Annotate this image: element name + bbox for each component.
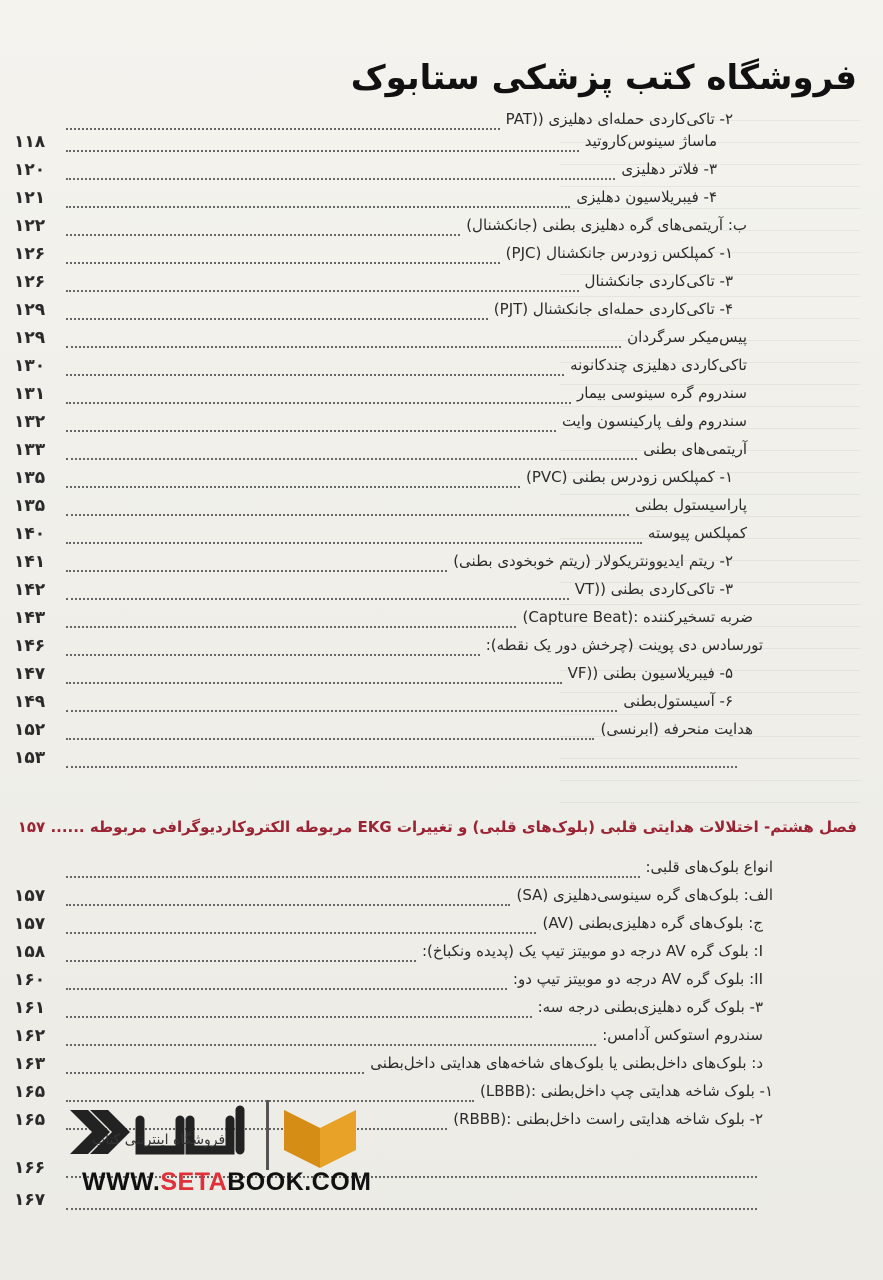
toc-entry bbox=[0, 132, 883, 162]
toc-entry bbox=[0, 468, 883, 498]
leader-dots bbox=[66, 402, 571, 404]
toc-page-number: ۱۳۰ bbox=[14, 356, 46, 376]
toc-entry-label: ۱- کمپلکس زودرس بطنی (PVC) bbox=[526, 468, 733, 486]
toc-entry-label: II: بلوک گره AV درجه دو موبیتز تیپ دو: bbox=[512, 970, 763, 988]
toc-page-number: ۱۶۱ bbox=[14, 998, 46, 1018]
toc-entry-label: ۲- بلوک شاخه هدایتی راست داخل‌بطنی :(RBBB) bbox=[453, 1110, 763, 1128]
toc-page-number: ۱۲۰ bbox=[14, 160, 46, 180]
leader-dots bbox=[66, 542, 642, 544]
toc-page-number: ۱۴۷ bbox=[14, 664, 46, 684]
toc-page-number: ۱۳۲ bbox=[14, 412, 46, 432]
toc-entry bbox=[0, 496, 883, 526]
toc-page-number: ۱۳۵ bbox=[14, 468, 46, 488]
leader-dots bbox=[66, 374, 564, 376]
toc-page-number: ۱۳۳ bbox=[14, 440, 46, 460]
leader-dots bbox=[66, 710, 617, 712]
leader-dots bbox=[66, 766, 737, 768]
toc-entry bbox=[0, 608, 883, 638]
toc-entry bbox=[0, 580, 883, 610]
toc-entry-label: انواع بلوک‌های قلبی: bbox=[645, 858, 773, 876]
leader-dots bbox=[66, 262, 500, 264]
leader-dots bbox=[66, 1016, 532, 1018]
leader-dots bbox=[66, 738, 594, 740]
toc-entry-label: سندروم ولف پارکینسون وایت bbox=[561, 412, 747, 430]
toc-entry-label: I: بلوک گره AV درجه دو موبیتز تیپ یک (پدیده ونکباخ): bbox=[421, 942, 763, 960]
toc-entry-label: ۳- تاکی‌کاردی جانکشنال bbox=[584, 272, 733, 290]
toc-page-number: ۱۶۷ bbox=[14, 1190, 46, 1210]
leader-dots bbox=[66, 1044, 596, 1046]
toc-entry bbox=[0, 188, 883, 218]
toc-entry bbox=[0, 160, 883, 190]
toc-entry-label: ج: بلوک‌های گره دهلیزی‌بطنی (AV) bbox=[542, 914, 763, 932]
toc-page-number: ۱۴۶ bbox=[14, 636, 46, 656]
toc-entry bbox=[0, 216, 883, 246]
toc-page-number: ۱۲۶ bbox=[14, 272, 46, 292]
toc-entry-label: ضربه تسخیرکننده :(Capture Beat) bbox=[522, 608, 753, 626]
toc-entry bbox=[0, 440, 883, 470]
toc-page-number: ۱۴۲ bbox=[14, 580, 46, 600]
toc-entry bbox=[0, 748, 883, 778]
leader-dots bbox=[66, 346, 621, 348]
toc-entry bbox=[0, 886, 883, 916]
toc-page-number: ۱۲۱ bbox=[14, 188, 46, 208]
toc-entry-label: کمپلکس پیوسته bbox=[647, 524, 747, 542]
toc-entry bbox=[0, 636, 883, 666]
toc-entry-label: الف: بلوک‌های گره سینوسی‌دهلیزی (SA) bbox=[516, 886, 773, 904]
toc-entry-label: پاراسیستول بطنی bbox=[634, 496, 747, 514]
toc-page-number: ۱۳۵ bbox=[14, 496, 46, 516]
leader-dots bbox=[66, 1072, 364, 1074]
leader-dots bbox=[66, 932, 536, 934]
toc-entry-label: ۳- فلاتر دهلیزی bbox=[621, 160, 717, 178]
toc-page-number: ۱۶۳ bbox=[14, 1054, 46, 1074]
toc-entry bbox=[0, 664, 883, 694]
toc-page-number: ۱۴۹ bbox=[14, 692, 46, 712]
watermark-url: WWW.SETABOOK.COM bbox=[82, 1168, 372, 1196]
leader-dots bbox=[66, 178, 615, 180]
toc-entry-label: پیس‌میکر سرگردان bbox=[627, 328, 747, 346]
toc-page-number: ۱۴۱ bbox=[14, 552, 46, 572]
toc-entry-label: هدایت منحرفه (ابرنسی) bbox=[600, 720, 753, 738]
toc-entry-label: ۳- بلوک گره دهلیزی‌بطنی درجه سه: bbox=[537, 998, 763, 1016]
leader-dots bbox=[66, 904, 510, 906]
toc-entry bbox=[0, 384, 883, 414]
toc-page-number: ۱۶۲ bbox=[14, 1026, 46, 1046]
leader-dots bbox=[66, 150, 579, 152]
toc-entry-label: سندروم گره سینوسی بیمار bbox=[577, 384, 747, 402]
toc-page-number: ۱۵۲ bbox=[14, 720, 46, 740]
toc-entry-label: ب: آریتمی‌های گره دهلیزی بطنی (جانکشنال) bbox=[466, 216, 747, 234]
leader-dots bbox=[66, 960, 416, 962]
leader-dots bbox=[66, 458, 637, 460]
toc-page-number: ۱۵۷ bbox=[14, 914, 46, 934]
toc-entry bbox=[0, 970, 883, 1000]
toc-entry-label: سندروم استوکس آدامس: bbox=[602, 1026, 763, 1044]
toc-page-number: ۱۶۵ bbox=[14, 1110, 46, 1130]
toc-entry-label: ۴- تاکی‌کاردی حمله‌ای جانکشنال (PJT) bbox=[493, 300, 733, 318]
toc-entry bbox=[0, 412, 883, 442]
toc-entry bbox=[0, 356, 883, 386]
toc-page-number: ۱۵۷ bbox=[14, 886, 46, 906]
toc-entry-label: ۱- بلوک شاخه هدایتی چپ داخل‌بطنی :(LBBB) bbox=[480, 1082, 773, 1100]
toc-page-number: ۱۶۶ bbox=[14, 1158, 46, 1178]
toc-entry bbox=[0, 692, 883, 722]
toc-page-number: ۱۴۰ bbox=[14, 524, 46, 544]
leader-dots bbox=[66, 234, 460, 236]
toc-entry bbox=[0, 1026, 883, 1056]
toc-entry-label: ۶- آسیستول‌بطنی bbox=[623, 692, 733, 710]
toc-entry-label: تاکی‌کاردی دهلیزی چندکانونه bbox=[570, 356, 747, 374]
leader-dots bbox=[66, 682, 562, 684]
logo-box-icon bbox=[284, 1110, 356, 1168]
toc-entry-label: ماساژ سینوس‌کاروتید bbox=[584, 132, 717, 150]
leader-dots bbox=[66, 486, 520, 488]
leader-dots bbox=[66, 570, 447, 572]
toc-entry bbox=[0, 272, 883, 302]
toc-entry-label: آریتمی‌های بطنی bbox=[643, 440, 747, 458]
toc-entry bbox=[0, 328, 883, 358]
leader-dots bbox=[66, 598, 569, 600]
toc-entry bbox=[0, 858, 883, 888]
leader-dots bbox=[66, 514, 629, 516]
toc-page-number: ۱۲۹ bbox=[14, 328, 46, 348]
toc-entry bbox=[0, 552, 883, 582]
toc-entry-label: ۴- فیبریلاسیون دهلیزی bbox=[576, 188, 717, 206]
toc-page-number: ۱۲۶ bbox=[14, 244, 46, 264]
toc-entry-label: ۵- فیبریلاسیون بطنی ((VF bbox=[567, 664, 733, 682]
toc-page-number: ۱۶۵ bbox=[14, 1082, 46, 1102]
toc-entry-label: تورسادس دی پوینت (چرخش دور یک نقطه): bbox=[485, 636, 763, 654]
toc-page-number: ۱۴۳ bbox=[14, 608, 46, 628]
leader-dots bbox=[66, 318, 488, 320]
toc-entry-label: ۳- تاکی‌کاردی بطنی ((VT bbox=[574, 580, 733, 598]
toc-page-number: ۱۶۰ bbox=[14, 970, 46, 990]
toc-entry bbox=[0, 300, 883, 330]
setabook-logo bbox=[70, 1080, 410, 1220]
toc-entry bbox=[0, 524, 883, 554]
toc-page-number: ۱۵۳ bbox=[14, 748, 46, 768]
toc-entry-label: ۲- ریتم ایدیوونتریکولار (ریتم خوبخودی بطنی) bbox=[453, 552, 733, 570]
leader-dots bbox=[66, 988, 507, 990]
leader-dots bbox=[66, 206, 570, 208]
watermark-tagline: فروشگاه اینترنتی کتاب bbox=[92, 1132, 226, 1148]
toc-entry bbox=[0, 244, 883, 274]
leader-dots bbox=[66, 430, 556, 432]
store-title: فروشگاه کتب پزشکی ستابوک bbox=[350, 58, 857, 98]
leader-dots bbox=[66, 128, 500, 130]
chapter-heading: فصل هشتم- اختلالات هدایتی قلبی (بلوک‌های قلبی) و تغییرات EKG مربوطه الکتروکاردیوگرافی مربوطه ...... ۱۵۷ bbox=[17, 818, 857, 836]
toc-page-number: ۱۵۸ bbox=[14, 942, 46, 962]
toc-entry bbox=[0, 720, 883, 750]
leader-dots bbox=[66, 876, 640, 878]
leader-dots bbox=[66, 626, 516, 628]
toc-entry bbox=[0, 942, 883, 972]
leader-dots bbox=[66, 654, 480, 656]
toc-entry-label: د: بلوک‌های داخل‌بطنی یا بلوک‌های شاخه‌های هدایتی داخل‌بطنی bbox=[370, 1054, 763, 1072]
toc-page-number: ۱۳۱ bbox=[14, 384, 46, 404]
toc-entry-label: ۱- کمپلکس زودرس جانکشنال (PJC) bbox=[505, 244, 733, 262]
toc-page-number: ۱۱۸ bbox=[14, 132, 46, 152]
toc-page-number: ۱۲۹ bbox=[14, 300, 46, 320]
toc-entry bbox=[0, 998, 883, 1028]
logo-divider bbox=[266, 1100, 269, 1170]
toc-page-number: ۱۲۲ bbox=[14, 216, 46, 236]
leader-dots bbox=[66, 290, 579, 292]
toc-entry bbox=[0, 914, 883, 944]
toc-entry-label: ۲- تاکی‌کاردی حمله‌ای دهلیزی ((PAT bbox=[505, 110, 733, 128]
